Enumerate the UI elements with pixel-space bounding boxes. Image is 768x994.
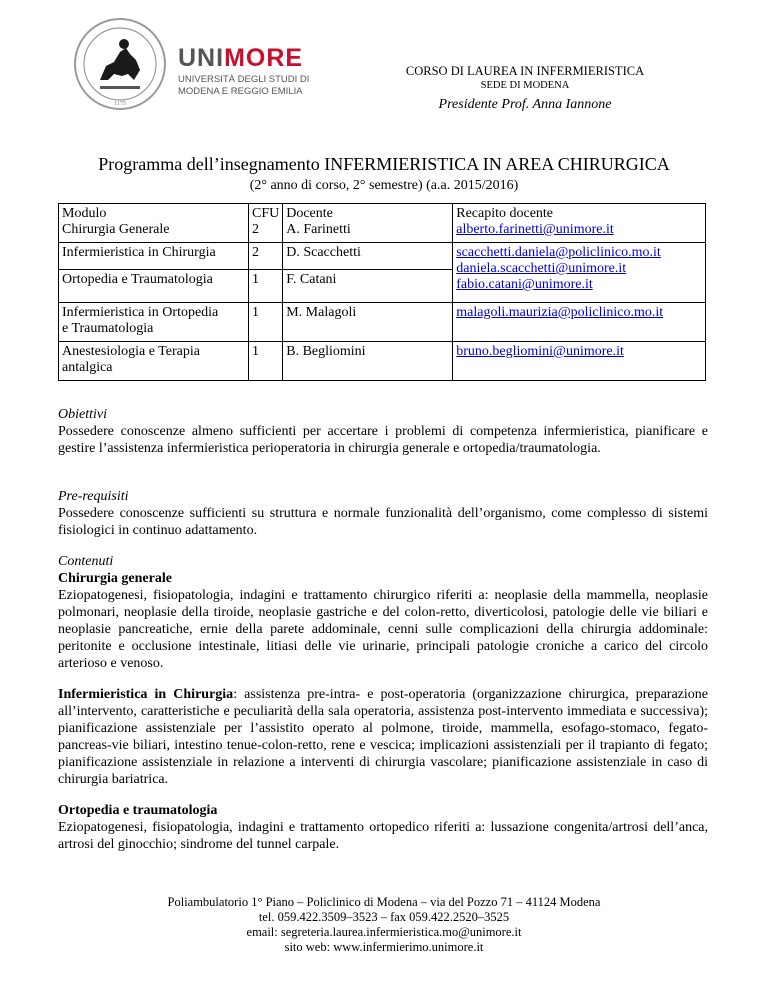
module-name: Infermieristica in Ortopedia (62, 305, 219, 320)
module-teacher: B. Begliomini (283, 342, 453, 381)
section-heading: Obiettivi (58, 407, 107, 422)
column-header-cfu: CFU (252, 206, 280, 221)
contenuti-section (58, 553, 708, 672)
table-cell (249, 204, 283, 243)
subsection-heading: Chirurgia generale (58, 571, 172, 586)
course-name: CORSO DI LAUREA IN INFERMIERISTICA (405, 64, 645, 78)
svg-text:UNIVERSITÀ DEGLI STUDI DI: UNIVERSITÀ DEGLI STUDI DI (178, 74, 310, 85)
column-header-modulo: Modulo (62, 206, 107, 221)
table-row (59, 204, 706, 243)
obiettivi-section (58, 406, 708, 457)
table-cell (59, 342, 249, 381)
subsection-heading: Infermieristica in Chirurgia (58, 687, 234, 702)
page-subtitle: (2° anno di corso, 2° semestre) (a.a. 2015/2016) (249, 178, 519, 193)
table-row (59, 303, 706, 342)
table-cell (283, 204, 453, 243)
svg-text:1175: 1175 (114, 101, 126, 107)
footer-website: sito web: www.infermierimo.unimore.it (284, 940, 484, 954)
page-title: Programma dell’insegnamento INFERMIERISTICA IN AREA CHIRURGICA (98, 154, 670, 174)
module-cfu: 2 (249, 243, 283, 270)
university-seal-icon (70, 14, 320, 114)
teacher-email-link[interactable]: daniela.scacchetti@unimore.it (456, 261, 627, 276)
section-text: Eziopatogenesi, fisiopatologia, indagini e trattamento chirurgico riferiti a: neoplasie della mammella, neoplasie polmonari, neoplasie della tiroide, neoplasie gastriche e del colon-retto, diverticolosi, patologie delle vie biliari e neoplasie pancreatiche, ernie della parete addominale, cenni sulle complicazioni della chirurgia addominale: peritonite e occlusione intestinale, litiasi delle vie urinarie, principali patologie croniche a carico del circolo arterioso e venoso. (58, 588, 708, 671)
module-name: Infermieristica in Chirurgia (59, 243, 249, 270)
table-cell (453, 204, 706, 243)
teacher-email-link[interactable]: bruno.begliomini@unimore.it (456, 344, 624, 359)
module-teacher: M. Malagoli (283, 303, 453, 342)
section-text (58, 686, 708, 788)
module-name: Chirurgia Generale (62, 222, 170, 237)
module-cfu: 1 (249, 342, 283, 381)
infermieristica-chirurgia-section (58, 686, 708, 788)
module-name-continued: e Traumatologia (62, 321, 154, 336)
prerequisiti-section (58, 488, 708, 539)
table-cell (453, 342, 706, 381)
table-row (59, 342, 706, 381)
modules-table (58, 203, 706, 381)
teacher-email-link[interactable]: scacchetti.daniela@policlinico.mo.it (456, 245, 661, 260)
module-teacher: A. Farinetti (286, 222, 351, 237)
table-cell (59, 204, 249, 243)
svg-text:UNIMORE: UNIMORE (178, 44, 304, 72)
module-cfu: 2 (252, 222, 259, 237)
column-header-docente: Docente (286, 206, 333, 221)
ortopedia-section (58, 802, 708, 853)
section-heading: Pre-requisiti (58, 489, 129, 504)
table-cell (453, 243, 706, 303)
university-logo (70, 14, 320, 114)
teacher-email-link[interactable]: malagoli.maurizia@policlinico.mo.it (456, 305, 664, 320)
footer-address: Poliambulatorio 1° Piano – Policlinico di Modena – via del Pozzo 71 – 41124 Modena (167, 895, 601, 909)
svg-text:MODENA E REGGIO EMILIA: MODENA E REGGIO EMILIA (178, 86, 303, 97)
section-text: Possedere conoscenze almeno sufficienti per accertare i problemi di competenza infermieristica, pianificare e gestire l’assistenza infermieristica perioperatoria in chirurgia generale e ortopedia/traumatologia. (58, 424, 708, 456)
module-name: Ortopedia e Traumatologia (59, 270, 249, 303)
page-footer (0, 895, 768, 955)
section-text-body: : assistenza pre-intra- e post-operatoria (organizzazione chirurgica, preparazione all’intervento, caratteristiche e peculiarità della sala operatoria, assistenza post-intervento immediata e successiva); pianificazione assistenziale per l’assistito operato al polmone, tiroide, mammella, esofago-stomaco, fegato-pancreas-vie biliari, intestino tenue-colon-retto, rene e vescica; implicazioni assistenziali per il trapianto di fegato; pianificazione assistenziale in relazione a interventi di chirurgia vascolare; pianificazione assistenziale in caso di chirurgia bariatrica. (58, 687, 708, 787)
module-name-continued: antalgica (62, 360, 113, 375)
module-name: Anestesiologia e Terapia (62, 344, 200, 359)
footer-email: email: segreteria.laurea.infermieristica.mo@unimore.it (246, 925, 522, 939)
column-header-recapito: Recapito docente (456, 206, 554, 221)
module-teacher: D. Scacchetti (283, 243, 453, 270)
subsection-heading: Ortopedia e traumatologia (58, 803, 218, 818)
table-cell (453, 303, 706, 342)
footer-phone: tel. 059.422.3509–3523 – fax 059.422.2520–3525 (258, 910, 510, 924)
module-teacher: F. Catani (283, 270, 453, 303)
president-name: Presidente Prof. Anna Iannone (438, 97, 612, 112)
table-row (59, 243, 706, 270)
module-cfu: 1 (249, 270, 283, 303)
section-text: Possedere conoscenze sufficienti su struttura e normale funzionalità dell’organismo, come complesso di sistemi fisiologici in continuo adattamento. (58, 506, 708, 538)
module-cfu: 1 (249, 303, 283, 342)
section-text: Eziopatogenesi, fisiopatologia, indagini e trattamento ortopedico riferiti a: lussazione congenita/artrosi dell’anca, artrosi del ginocchio; sindrome del tunnel carpale. (58, 820, 708, 852)
teacher-email-link[interactable]: alberto.farinetti@unimore.it (456, 222, 614, 237)
section-heading: Contenuti (58, 554, 114, 569)
table-cell (59, 303, 249, 342)
teacher-email-link[interactable]: fabio.catani@unimore.it (456, 277, 593, 292)
course-seat: SEDE DI MODENA (480, 80, 570, 91)
